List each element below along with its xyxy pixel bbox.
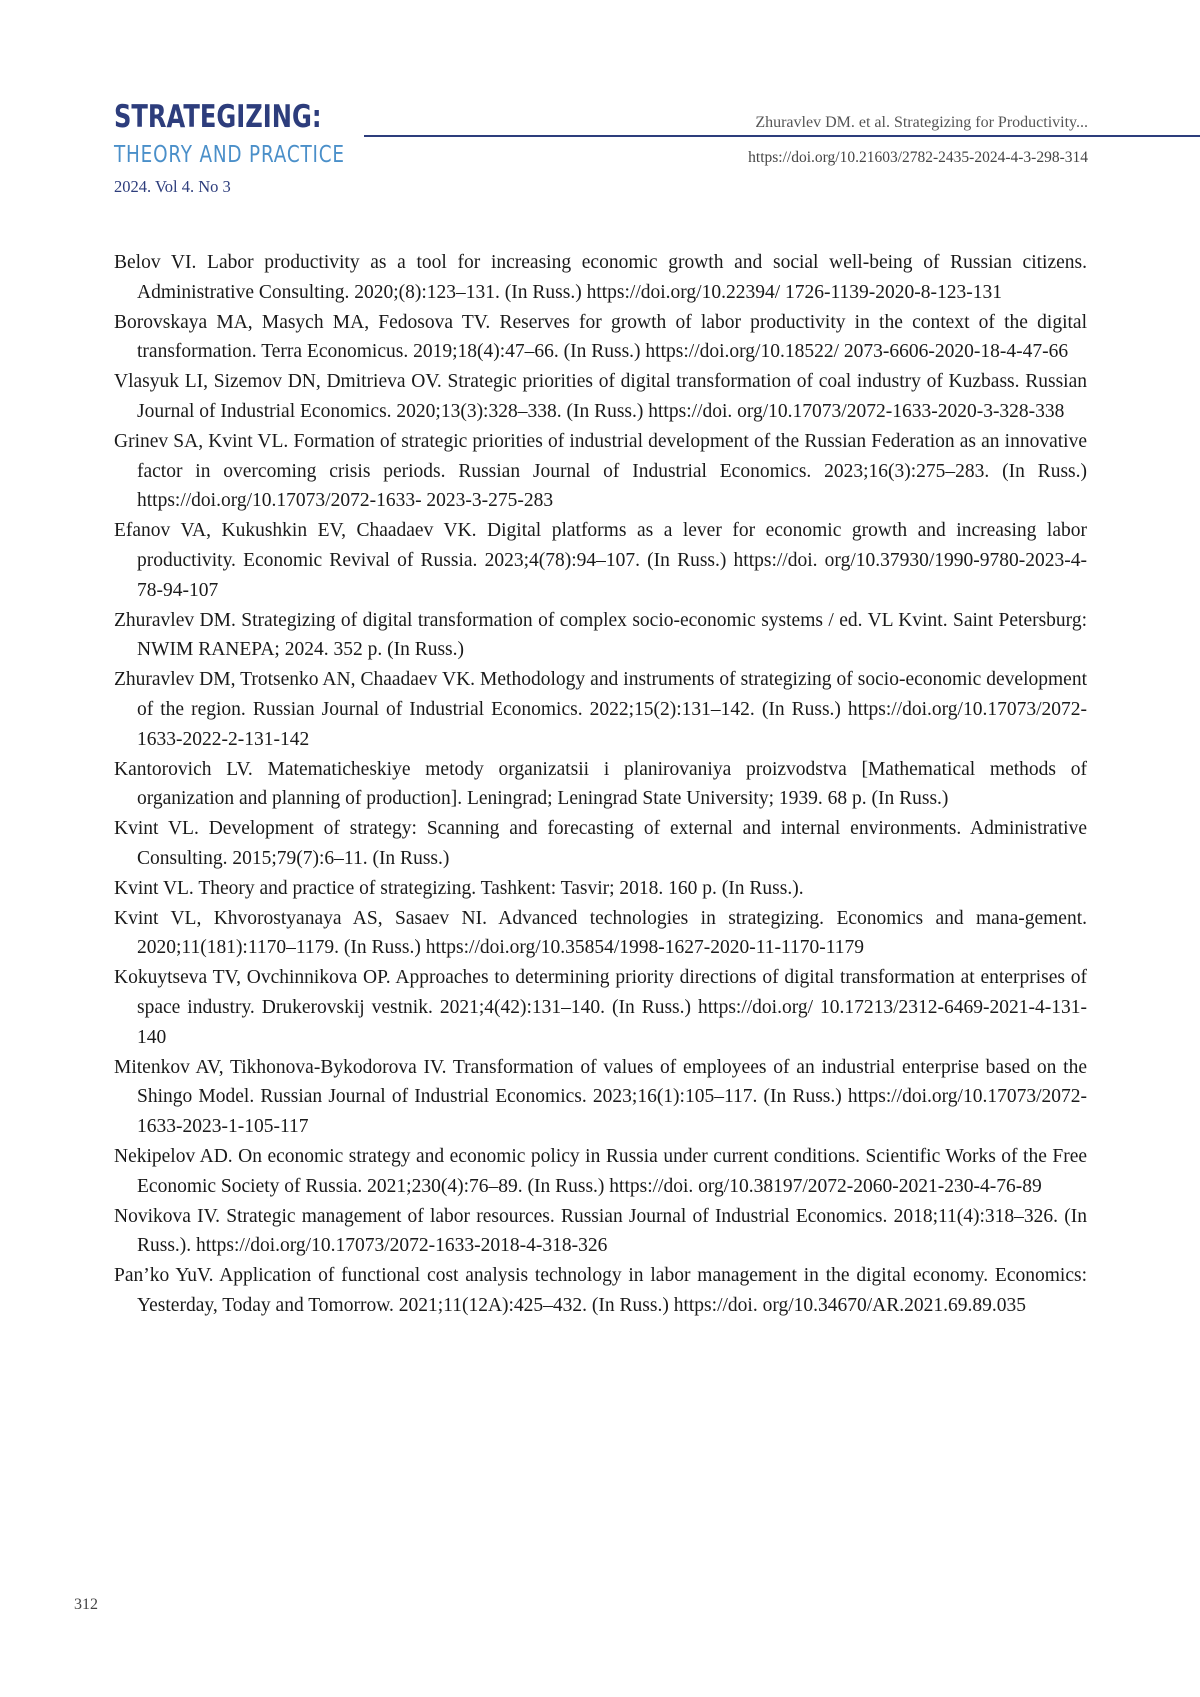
- journal-subtitle: THEORY AND PRACTICE: [114, 142, 345, 168]
- article-doi[interactable]: https://doi.org/10.21603/2782-2435-2024-4-3-298-314: [748, 149, 1088, 166]
- reference-item: Kvint VL. Theory and practice of strategizing. Tashkent: Tasvir; 2018. 160 p. (In Russ.).: [114, 877, 804, 899]
- running-head: Zhuravlev DM. et al. Strategizing for Productivity...: [755, 114, 1088, 131]
- journal-issue: 2024. Vol 4. No 3: [114, 177, 231, 196]
- reference-item: Kantorovich LV. Matematicheskiye metody organizatsii i planirovaniya proizvodstva [Mathematical methods of organization and planning of production]. Leningrad; Leningrad State University; 1939. 68 p. (In Russ.): [114, 758, 1087, 810]
- page-number: 312: [74, 1596, 98, 1613]
- journal-masthead: [114, 99, 380, 196]
- reference-item: Kvint VL, Khvorostyanaya AS, Sasaev NI. Advanced technologies in strategizing. Economics and mana-gement. 2020;11(181):1170–1179. (In Russ.) https://doi.org/10.35854/1998-1627-2020-11-1170-1179: [114, 907, 1087, 959]
- reference-item: Zhuravlev DM. Strategizing of digital transformation of complex socio-economic systems / ed. VL Kvint. Saint Petersburg: NWIM RANEPA; 2024. 352 p. (In Russ.): [114, 609, 1087, 661]
- reference-item: Nekipelov AD. On economic strategy and economic policy in Russia under current conditions. Scientific Works of the Free Economic Society of Russia. 2021;230(4):76–89. (In Russ.) https://doi. org/10.38197/2072-2060-2021-230-4-76-89: [114, 1145, 1087, 1197]
- reference-item: Belov VI. Labor productivity as a tool for increasing economic growth and social well-being of Russian citizens. Administrative Consulting. 2020;(8):123–131. (In Russ.) https://doi.org/10.22394/ 1726-1139-2020-8-123-131: [114, 252, 1087, 303]
- reference-item: Borovskaya MA, Masych MA, Fedosova TV. Reserves for growth of labor productivity in the context of the digital transformation. Terra Economicus. 2019;18(4):47–66. (In Russ.) https://doi.org/10.18522/ 2073-6606-2020-18-4-47-66: [114, 311, 1087, 363]
- reference-item: Mitenkov AV, Tikhonova-Bykodorova IV. Transformation of values of employees of an industrial enterprise based on the Shingo Model. Russian Journal of Industrial Economics. 2023;16(1):105–117. (In Russ.) https://doi.org/10.17073/2072-1633-2023-1-105-117: [114, 1056, 1087, 1138]
- reference-item: Efanov VA, Kukushkin EV, Chaadaev VK. Digital platforms as a lever for economic growth and increasing labor productivity. Economic Revival of Russia. 2023;4(78):94–107. (In Russ.) https://doi. org/10.37930/1990-9780-2023-4-78-94-107: [114, 520, 1087, 601]
- journal-title: STRATEGIZING:: [114, 99, 322, 135]
- reference-list: [114, 248, 1087, 1321]
- reference-item: Vlasyuk LI, Sizemov DN, Dmitrieva OV. Strategic priorities of digital transformation of coal industry of Kuzbass. Russian Journal of Industrial Economics. 2020;13(3):328–338. (In Russ.) https://doi. org/10.17073/2072-1633-2020-3-328-338: [114, 371, 1087, 422]
- header-divider: [364, 135, 1200, 137]
- reference-item: Zhuravlev DM, Trotsenko AN, Chaadaev VK. Methodology and instruments of strategizing of socio-economic development of the region. Russian Journal of Industrial Economics. 2022;15(2):131–142. (In Russ.) https://doi.org/10.17073/2072-1633-2022-2-131-142: [114, 669, 1087, 750]
- reference-item: Novikova IV. Strategic management of labor resources. Russian Journal of Industrial Economics. 2018;11(4):318–326. (In Russ.). https://doi.org/10.17073/2072-1633-2018-4-318-326: [114, 1205, 1087, 1257]
- reference-item: Pan’ko YuV. Application of functional cost analysis technology in labor management in the digital economy. Economics: Yesterday, Today and Tomorrow. 2021;11(12A):425–432. (In Russ.) https://doi. org/10.34670/AR.2021.69.89.035: [114, 1265, 1087, 1316]
- reference-item: Grinev SA, Kvint VL. Formation of strategic priorities of industrial development of the Russian Federation as an innovative factor in overcoming crisis periods. Russian Journal of Industrial Economics. 2023;16(3):275–283. (In Russ.) https://doi.org/10.17073/2072-1633- 2023-3-275-283: [114, 430, 1087, 512]
- reference-item: Kvint VL. Development of strategy: Scanning and forecasting of external and internal environments. Administrative Consulting. 2015;79(7):6–11. (In Russ.): [114, 818, 1087, 869]
- reference-item: Kokuytseva TV, Ovchinnikova OP. Approaches to determining priority directions of digital transformation at enterprises of space industry. Drukerovskij vestnik. 2021;4(42):131–140. (In Russ.) https://doi.org/ 10.17213/2312-6469-2021-4-131-140: [114, 967, 1087, 1048]
